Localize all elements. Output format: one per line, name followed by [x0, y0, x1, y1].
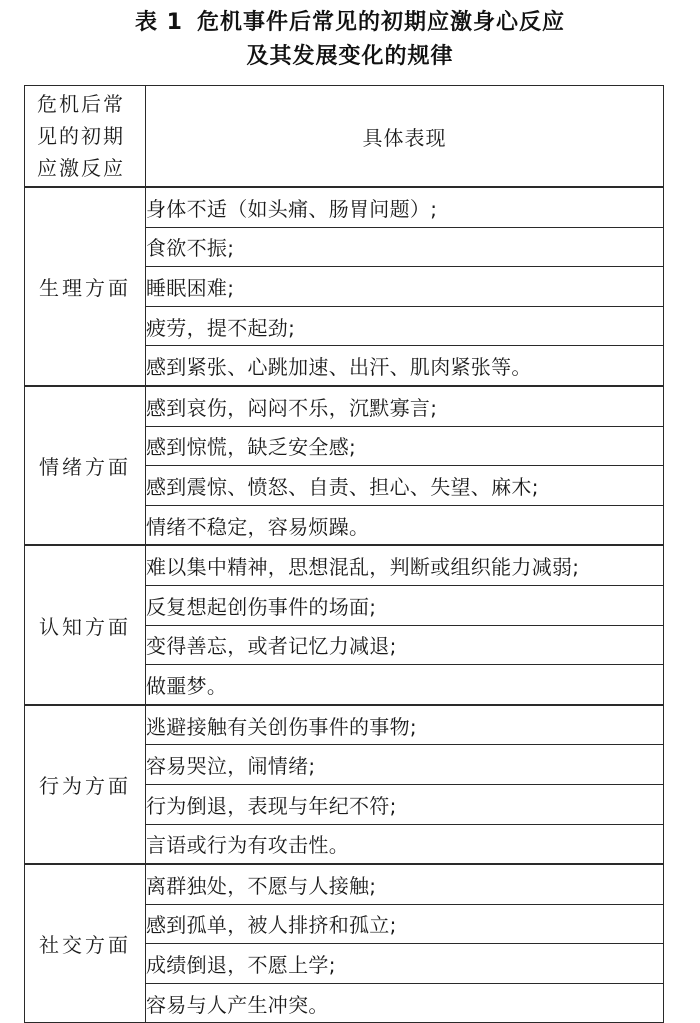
item-cell: 反复想起创伤事件的场面; — [146, 585, 664, 625]
item-cell: 难以集中精神，思想混乱，判断或组织能力减弱; — [146, 545, 664, 585]
table-caption — [0, 6, 700, 74]
item-cell: 身体不适（如头痛、肠胃问题）; — [146, 187, 664, 227]
table-row — [25, 705, 664, 745]
group-physiological — [25, 187, 664, 386]
header-specific-manifestations: 具体表现 — [146, 86, 664, 188]
header-reaction-type — [25, 86, 146, 188]
item-cell: 疲劳，提不起劲; — [146, 306, 664, 346]
header-left-line: 应激反应 — [37, 156, 125, 180]
item-cell: 逃避接触有关创伤事件的事物; — [146, 705, 664, 745]
group-behavioral — [25, 705, 664, 864]
item-cell: 感到紧张、心跳加速、出汗、肌肉紧张等。 — [146, 346, 664, 386]
header-left-line: 见的初期 — [37, 124, 125, 148]
group-emotional — [25, 386, 664, 545]
category-cell: 生理方面 — [25, 187, 146, 386]
item-cell: 情绪不稳定，容易烦躁。 — [146, 505, 664, 545]
category-cell: 认知方面 — [25, 545, 146, 704]
item-cell: 睡眠困难; — [146, 267, 664, 307]
stress-reaction-table — [24, 85, 664, 1023]
item-cell: 做噩梦。 — [146, 665, 664, 705]
group-cognitive — [25, 545, 664, 704]
table-title-line-2: 及其发展变化的规律 — [246, 44, 454, 69]
item-cell: 感到孤单，被人排挤和孤立; — [146, 904, 664, 944]
item-cell: 感到哀伤，闷闷不乐，沉默寡言; — [146, 386, 664, 426]
item-cell: 成绩倒退，不愿上学; — [146, 944, 664, 984]
item-cell: 言语或行为有攻击性。 — [146, 824, 664, 864]
item-cell: 离群独处，不愿与人接触; — [146, 864, 664, 904]
table-row — [25, 864, 664, 904]
category-cell: 行为方面 — [25, 705, 146, 864]
category-cell: 社交方面 — [25, 864, 146, 1023]
table-title-line-1: 危机事件后常见的初期应激身心反应 — [196, 10, 565, 35]
table-row — [25, 545, 664, 585]
group-social — [25, 864, 664, 1023]
caption-line-1 — [0, 6, 700, 40]
item-cell: 容易与人产生冲突。 — [146, 983, 664, 1023]
category-cell: 情绪方面 — [25, 386, 146, 545]
header-row — [25, 86, 664, 188]
item-cell: 感到惊慌，缺乏安全感; — [146, 426, 664, 466]
item-cell: 行为倒退，表现与年纪不符; — [146, 784, 664, 824]
table-row — [25, 386, 664, 426]
item-cell: 容易哭泣，闹情绪; — [146, 745, 664, 785]
header-left-line: 危机后常 — [37, 92, 125, 116]
item-cell: 变得善忘，或者记忆力减退; — [146, 625, 664, 665]
table-row — [25, 187, 664, 227]
item-cell: 感到震惊、愤怒、自责、担心、失望、麻木; — [146, 466, 664, 506]
item-cell: 食欲不振; — [146, 227, 664, 267]
table-label: 表 1 — [135, 10, 183, 35]
